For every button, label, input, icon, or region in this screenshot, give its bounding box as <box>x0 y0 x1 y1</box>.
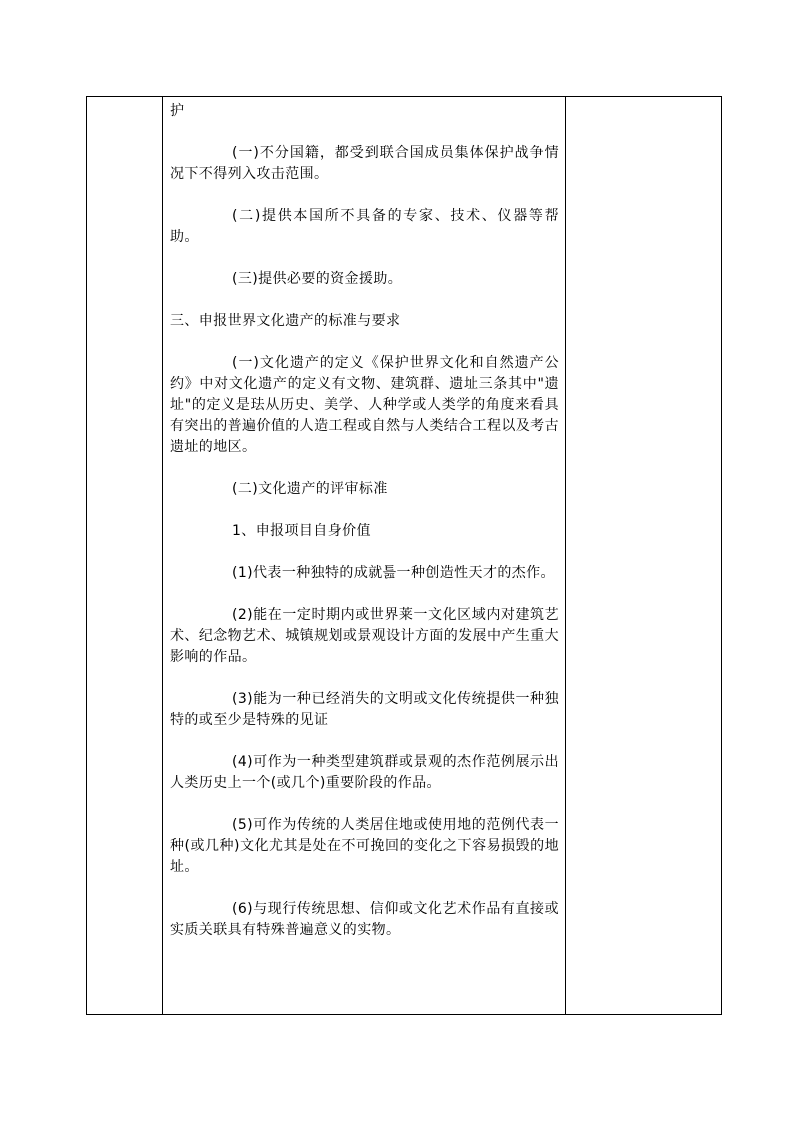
column-divider <box>565 97 566 1014</box>
paragraph: (1)代表一种独特的成就틆一种创造性天才的杰作。 <box>232 565 555 581</box>
content-cell <box>162 97 565 1014</box>
paragraph: (一)文化遗产的定义《保护世界文化和自然遗产公约》中对文化遗产的定义有文物、建筑群、遗址三条其中"遗址"的定义是珐从历史、美学、人种学或人类学的角度来看具有突出的普遍价值的人造工程或自然与人类结合工程以及考古遗址的地区。 <box>170 355 559 455</box>
document-table <box>86 96 722 1015</box>
paragraph: 1、申报项目自身价值 <box>232 523 371 539</box>
paragraph: 护 <box>170 103 185 119</box>
paragraph: (5)可作为传统的人类居住地或使用地的范例代表一种(或几种)文化尤其是处在不可挽回的变化之下容易损毁的地址。 <box>170 817 559 875</box>
paragraph: (二)文化遗产的评审标准 <box>232 481 388 497</box>
paragraph: (三)提供必要的资金援助。 <box>232 271 403 287</box>
paragraph: (3)能为一种已经消失的文明或文化传统提供一种独特的或至少是特殊的见证 <box>170 691 559 728</box>
paragraph: (4)可作为一种类型建筑群或景观的杰作范例展示出人类历史上一个(或几个)重要阶段的作品。 <box>170 754 559 791</box>
paragraph: (二)提供本国所不具备的专家、技术、仪器等帮助。 <box>170 208 559 245</box>
paragraph: (2)能在一定时期内或世界莱一文化区域内对建筑艺术、纪念物艺术、城镇规划或景观设计方面的发展中产生重大影响的作品。 <box>170 607 559 665</box>
paragraph: (一)不分国籍，都受到联合国成员集体保护战争情况下不得列入攻击范围。 <box>170 145 559 182</box>
paragraph: (6)与现行传统思想、信仰或文化艺术作品有直接或实质关联具有特殊普遍意义的实物。 <box>170 901 559 938</box>
section-heading: 三、申报世界文化遗产的标准与要求 <box>170 313 401 329</box>
